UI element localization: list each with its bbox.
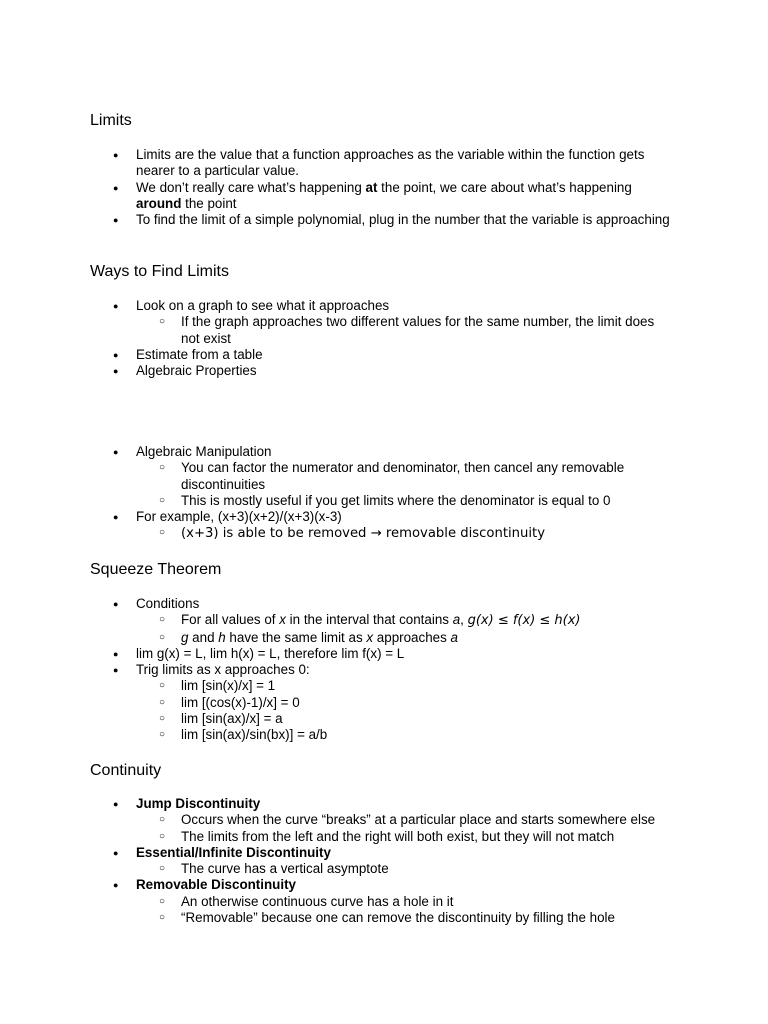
heading-ways-to-find-limits: Ways to Find Limits <box>90 263 229 280</box>
list-item: ● Essential/Infinite Discontinuity ○ The curve has a vertical asymptote <box>0 845 676 878</box>
sub-list-item: ○ Occurs when the curve “breaks” at a particular place and starts somewhere else <box>136 812 671 828</box>
list-item: ● Trig limits as x approaches 0: ○ lim [sin(x)/x] = 1 ○ lim [(cos(x)-1)/x] = 0 ○ lim [sin(ax)/x] = a ○ lim [sin(ax)/sin(bx)] = a/b <box>0 662 676 743</box>
sub-list-item: ○ “Removable” because one can remove the discontinuity by filling the hole <box>136 910 671 926</box>
sub-list-item: ○ lim [sin(x)/x] = 1 <box>136 678 671 694</box>
sub-list-item: ○ g and h have the same limit as x approaches a <box>136 630 671 646</box>
sub-list-item: ○ lim [sin(ax)/x] = a <box>136 711 671 727</box>
ways-list-2 <box>0 444 676 543</box>
heading-continuity: Continuity <box>90 762 162 779</box>
sub-list-item: ○ The curve has a vertical asymptote <box>136 861 671 877</box>
ways-list-1 <box>0 298 676 379</box>
sub-list-item: ○ lim [sin(ax)/sin(bx)] = a/b <box>136 727 671 743</box>
list-item: ● Algebraic Properties <box>0 363 676 379</box>
limits-list <box>0 147 676 228</box>
list-item: ● To find the limit of a simple polynomial, plug in the number that the variable is approaching <box>0 212 676 228</box>
sub-list-item: ○ lim [(cos(x)-1)/x] = 0 <box>136 695 671 711</box>
sub-list-item: ○ You can factor the numerator and denominator, then cancel any removable discontinuities <box>136 460 671 493</box>
sub-list-item: ○ An otherwise continuous curve has a hole in it <box>136 894 671 910</box>
sub-list-item: ○ If the graph approaches two different values for the same number, the limit does not exist <box>136 314 671 347</box>
list-item: ● Removable Discontinuity ○ An otherwise continuous curve has a hole in it ○ “Removable” because one can remove the discontinuity by filling the hole <box>0 877 676 926</box>
sub-list-item: ○ For all values of x in the interval that contains a, g(x) ≤ f(x) ≤ h(x) <box>136 612 671 629</box>
list-item: ● Limits are the value that a function approaches as the variable within the function gets nearer to a particular value. <box>0 147 676 180</box>
squeeze-list <box>0 596 676 744</box>
sub-list-item: ○ This is mostly useful if you get limits where the denominator is equal to 0 <box>136 493 671 509</box>
list-item: ● Jump Discontinuity ○ Occurs when the curve “breaks” at a particular place and starts somewhere else ○ The limits from the left and the right will both exist, but they will not match <box>0 796 676 845</box>
list-item: ● Conditions ○ For all values of x in the interval that contains a, g(x) ≤ f(x) ≤ h(x) ○ g and h have the same limit as x approaches a <box>0 596 676 646</box>
sub-list-item: ○ (x+3) is able to be removed → removable discontinuity <box>136 525 671 542</box>
sub-list-item: ○ The limits from the left and the right will both exist, but they will not match <box>136 829 671 845</box>
list-item: ● lim g(x) = L, lim h(x) = L, therefore lim f(x) = L <box>0 646 676 662</box>
heading-limits: Limits <box>90 112 132 129</box>
list-item: ● For example, (x+3)(x+2)/(x+3)(x-3) ○ (x+3) is able to be removed → removable discontinuity <box>0 509 676 543</box>
list-item: ● We don’t really care what’s happening at the point, we care about what’s happening around the point <box>0 180 676 213</box>
list-item: ● Algebraic Manipulation ○ You can factor the numerator and denominator, then cancel any removable discontinuities ○ This is mostly useful if you get limits where the denominator is equal to 0 <box>0 444 676 509</box>
list-item: ● Estimate from a table <box>0 347 676 363</box>
continuity-list <box>0 796 676 926</box>
heading-squeeze-theorem: Squeeze Theorem <box>90 561 222 578</box>
list-item: ● Look on a graph to see what it approaches ○ If the graph approaches two different values for the same number, the limit does not exist <box>0 298 676 347</box>
